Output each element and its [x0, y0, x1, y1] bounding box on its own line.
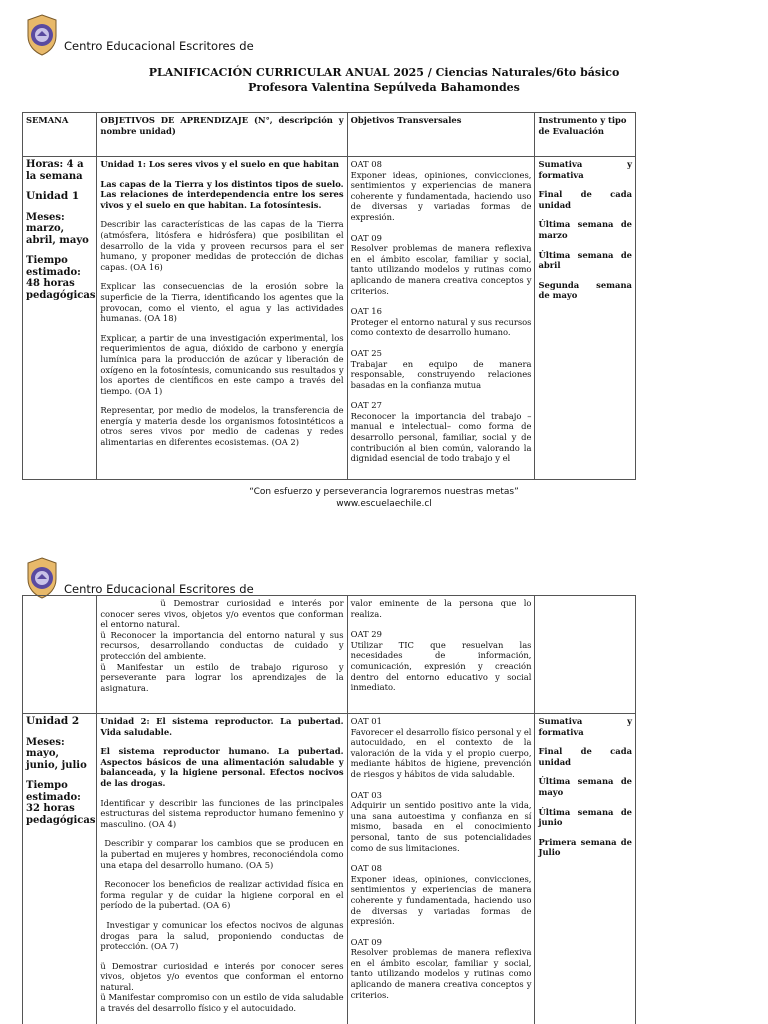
cont-eval: [535, 596, 636, 714]
unit2-eval-junio: Última semana de junio: [538, 806, 632, 828]
unit2-eval-mayo: Última semana de mayo: [538, 776, 632, 797]
unit1-oat08: OAT 08 Exponer ideas, opiniones, convicciones, sentimientos y experiencias de manera coherente y fundamentada, haciendo uso de diversas y variadas formas de expresión.: [350, 159, 532, 222]
cont-attitude-3: ü Manifestar un estilo de trabajo riguroso y perseverante para lograr los aprendizajes de la asignatura.: [100, 661, 344, 693]
unit1-table: [22, 156, 636, 480]
document-title: PLANIFICACIÓN CURRICULAR ANUAL 2025 / Ciencias Naturales/6to básico: [148, 66, 620, 79]
unit1-label: Unidad 1: [26, 190, 80, 202]
unit2-subtitle: El sistema reproductor humano. La pubertad. Aspectos básicos de una alimentación saludable y balanceada, y la higiene personal. Efectos nocivos de las drogas.: [100, 746, 344, 788]
cont-attitude-1: ü Demostrar curiosidad e interés por conocer seres vivos, objetos y/o eventos que conforman el entorno natural.: [100, 598, 344, 630]
unit1-eval-mayo: Segunda semana de mayo: [538, 279, 632, 301]
cont-transversal: [347, 596, 535, 714]
unit2-oa6: Reconocer los beneficios de realizar actividad física en forma regular y de cuidar la higiene corporal en el período de la pubertad. (OA 6): [100, 879, 344, 911]
unit1-oat16: OAT 16 Proteger el entorno natural y sus recursos como contexto de desarrollo humano.: [350, 306, 532, 338]
unit2-info: [23, 714, 97, 1024]
unit1-oa16: Describir las características de las capas de la Tierra (atmósfera, litósfera e hidrósfera) que posibilitan el desarrollo de la vida y proveen recursos para el ser humano, y proponer medidas de protección de dichas capas. (OA 16): [100, 219, 344, 272]
header-objetivos: OBJETIVOS DE APRENDIZAJE (N°, descripción y nombre unidad): [97, 113, 347, 157]
cont-objectives: [97, 596, 347, 714]
unit2-months: Meses: mayo, junio, julio: [26, 736, 87, 771]
planning-table-header: [22, 112, 636, 157]
page2-table: [22, 595, 636, 1024]
table-bottom-border: [22, 479, 636, 480]
unit1-oa1: Explicar, a partir de una investigación experimental, los requerimientos de agua, dióxido de carbono y energía lumínica para la producción de azúcar y liberación de oxígeno en la fotosíntesis, comunicando sus resultados y los aportes de científicos en este campo a través del tiempo. (OA 1): [100, 332, 344, 396]
unit2-eval-julio: Primera semana de Julio: [538, 836, 632, 858]
school-name: Centro Educacional Escritores de: [64, 582, 254, 596]
unit2-oa4: Identificar y describir las funciones de las principales estructuras del sistema reproductor humano femenino y masculino. (OA 4): [100, 797, 344, 829]
cont-oat27-end: valor eminente de la persona que lo realiza.: [350, 598, 532, 619]
unit1-transversal: [347, 157, 535, 481]
header-transversales: Objetivos Transversales: [347, 113, 535, 157]
unit1-time: Tiempo estimado: 48 horas pedagógicas: [26, 255, 96, 301]
unit1-name: Unidad 1: Los seres vivos y el suelo en que habitan: [100, 159, 339, 169]
unit2-objectives: [97, 714, 347, 1024]
unit1-oa18: Explicar las consecuencias de la erosión sobre la superficie de la Tierra, identificando los agentes que la provocan, como el viento, el agua y las actividades humanas. (OA 18): [100, 281, 344, 324]
unit1-info: [23, 157, 97, 481]
footer-quote: “Con esfuerzo y perseverancia lograremos nuestras metas”: [249, 487, 519, 497]
unit2-evaluation: [535, 714, 636, 1024]
unit2-oat09: OAT 09 Resolver problemas de manera reflexiva en el ámbito escolar, familiar y social, tanto utilizando modelos y rutinas como aplicando de manera creativa conceptos y criterios.: [350, 936, 532, 1000]
unit1-oat27: OAT 27 Reconocer la importancia del trabajo –manual e intelectual– como forma de desarrollo personal, familiar, social y de contribución al bien común, valorando la dignidad esencial de todo trabajo y el: [350, 400, 532, 464]
footer-url: www.escuelaechile.cl: [336, 499, 432, 509]
school-crest-icon: [26, 14, 58, 56]
unit2-oa7: Investigar y comunicar los efectos nocivos de algunas drogas para la salud, proponiendo conductas de protección. (OA 7): [100, 919, 344, 952]
page2-table-clip: [22, 595, 636, 1024]
unit1-objectives: [97, 157, 347, 481]
school-crest-icon: [26, 557, 58, 599]
unit1-months: Meses: marzo, abril, mayo: [26, 211, 89, 246]
unit2-oat08: OAT 08 Exponer ideas, opiniones, convicciones, sentimientos y experiencias de manera coherente y fundamentada, haciendo uso de diversas y variadas formas de expresión.: [350, 863, 532, 927]
unit2-oat03: OAT 03 Adquirir un sentido positivo ante la vida, una sana autoestima y confianza en sí mismo, basada en el conocimiento personal, tanto de sus potencialidades como de sus limitaciones.: [350, 789, 532, 853]
unit1-eval-type: Sumativa y formativa: [538, 159, 632, 180]
unit1-oat25: OAT 25 Trabajar en equipo de manera responsable, construyendo relaciones basadas en la confianza mutua: [350, 347, 532, 390]
unit2-eval-final: Final de cada unidad: [538, 746, 632, 767]
unit2-time: Tiempo estimado: 32 horas pedagógicas: [26, 780, 96, 826]
teacher-name: Profesora Valentina Sepúlveda Bahamondes: [248, 81, 520, 94]
unit2-label: Unidad 2: [26, 715, 80, 727]
unit1-oat09: OAT 09 Resolver problemas de manera reflexiva en el ámbito escolar, familiar y social, tanto utilizando modelos y rutinas como aplicando de manera creativa conceptos y criterios.: [350, 232, 532, 296]
unit1-hours: Horas: 4 a la semana: [26, 159, 84, 182]
unit1-eval-marzo: Última semana de marzo: [538, 219, 632, 240]
unit2-transversal: [347, 714, 535, 1024]
cont-oat29: OAT 29 Utilizar TIC que resuelvan las necesidades de información, comunicación, expresión y creación dentro del entorno educativo y social inmediato.: [350, 629, 532, 693]
unit1-oa2: Representar, por medio de modelos, la transferencia de energía y materia desde los organismos fotosintéticos a otros seres vivos por medio de cadenas y redes alimentarias en diferentes ecosistemas. (OA 2): [100, 405, 344, 448]
unit2-oat01: OAT 01 Favorecer el desarrollo físico personal y el autocuidado, en el contexto de la valoración de la vida y el propio cuerpo, mediante hábitos de higiene, prevención de riesgos y hábitos de vida saludable.: [350, 716, 532, 779]
unit1-eval-abril: Última semana de abril: [538, 249, 632, 271]
unit1-eval-final: Final de cada unidad: [538, 189, 632, 210]
unit1-subtitle: Las capas de la Tierra y los distintos tipos de suelo. Las relaciones de interdependencia entre los seres vivos y el suelo en que habitan. La fotosíntesis.: [100, 178, 344, 210]
unit1-clip: [22, 156, 636, 480]
school-name: Centro Educacional Escritores de: [64, 39, 254, 53]
unit2-name: Unidad 2: El sistema reproductor. La pubertad. Vida saludable.: [100, 716, 344, 737]
unit2-oa5: Describir y comparar los cambios que se producen en la pubertad en mujeres y hombres, reconociéndola como una etapa del desarrollo humano. (OA 5): [100, 838, 344, 870]
cont-left: [23, 596, 97, 714]
unit2-eval-type: Sumativa y formativa: [538, 716, 632, 737]
cont-attitude-2: ü Reconocer la importancia del entorno natural y sus recursos, desarrollando conductas de cuidado y protección del ambiente.: [100, 629, 344, 661]
header-instrumento: Instrumento y tipo de Evaluación: [535, 113, 636, 157]
unit1-evaluation: [535, 157, 636, 481]
header-semana: SEMANA: [23, 113, 97, 157]
unit2-attitudes: ü Demostrar curiosidad e interés por conocer seres vivos, objetos y/o eventos que conforman el entorno natural. ü Manifestar compromiso con un estilo de vida saludable a través del desarrollo físico y el autocuidado.: [100, 960, 344, 1014]
